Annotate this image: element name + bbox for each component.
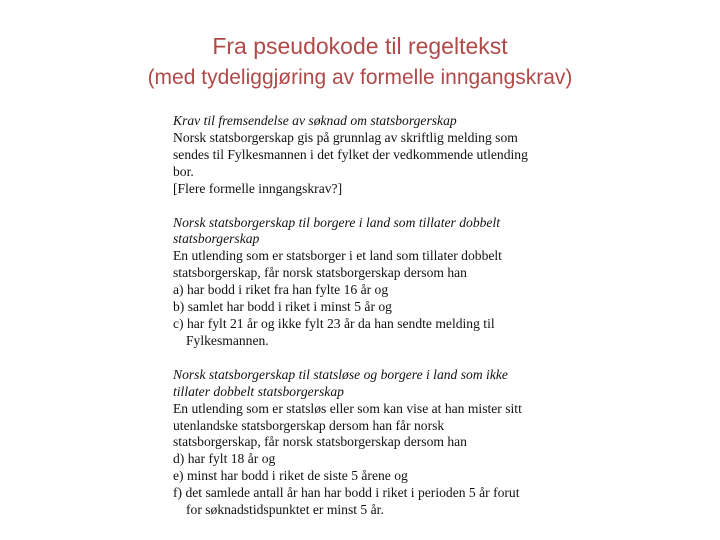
text-line: [Flere formelle inngangskrav?] xyxy=(173,180,343,196)
condition-e: e) minst har bodd i riket de siste 5 årene og xyxy=(173,468,408,484)
condition-c: c) har fylt 21 år og ikke fylt 23 år da han sendte melding til xyxy=(173,315,495,331)
condition-c-continued: Fylkesmannen. xyxy=(186,332,269,348)
text-line: sendes til Fylkesmannen i det fylket der vedkommende utlending xyxy=(173,146,528,162)
condition-b: b) samlet har bodd i riket i minst 5 år og xyxy=(173,299,392,315)
condition-d: d) har fylt 18 år og xyxy=(173,451,276,467)
section-heading: Norsk statsborgerskap til borgere i land som tillater dobbelt xyxy=(173,214,500,230)
text-line: bor. xyxy=(173,163,194,179)
section-heading: Krav til fremsendelse av søknad om statsborgerskap xyxy=(173,113,457,128)
condition-a: a) har bodd i riket fra han fylte 16 år og xyxy=(173,282,389,298)
text-line: statsborgerskap, får norsk statsborgerskap dersom han xyxy=(173,434,467,450)
condition-f-continued: for søknadstidspunktet er minst 5 år. xyxy=(186,502,384,518)
text-line: Norsk statsborgerskap gis på grunnlag av skriftlig melding som xyxy=(173,129,518,145)
section-heading: Norsk statsborgerskap til statsløse og borgere i land som ikke xyxy=(173,366,508,382)
text-line: En utlending som er statsløs eller som kan vise at han mister sitt xyxy=(173,400,522,416)
section-heading: tillater dobbelt statsborgerskap xyxy=(173,383,344,399)
slide-title xyxy=(0,30,720,94)
slide-subtitle: (med tydeliggjøring av formelle inngangskrav) xyxy=(147,66,573,89)
regulation-text xyxy=(173,113,573,519)
condition-f: f) det samlede antall år han har bodd i riket i perioden 5 år forut xyxy=(173,485,520,501)
paragraph-spacer xyxy=(173,198,573,215)
text-line: statsborgerskap, får norsk statsborgerskap dersom han xyxy=(173,265,467,281)
section-dual-citizenship xyxy=(173,215,573,350)
section-heading: statsborgerskap xyxy=(173,231,260,247)
paragraph-spacer xyxy=(173,350,573,367)
text-line: utenlandske statsborgerskap dersom han får norsk xyxy=(173,417,445,433)
text-line: En utlending som er statsborger i et land som tillater dobbelt xyxy=(173,248,502,264)
slide-title-main: Fra pseudokode til regeltekst xyxy=(212,33,508,59)
section-submission-requirements xyxy=(173,113,573,198)
section-stateless-citizenship xyxy=(173,367,573,519)
